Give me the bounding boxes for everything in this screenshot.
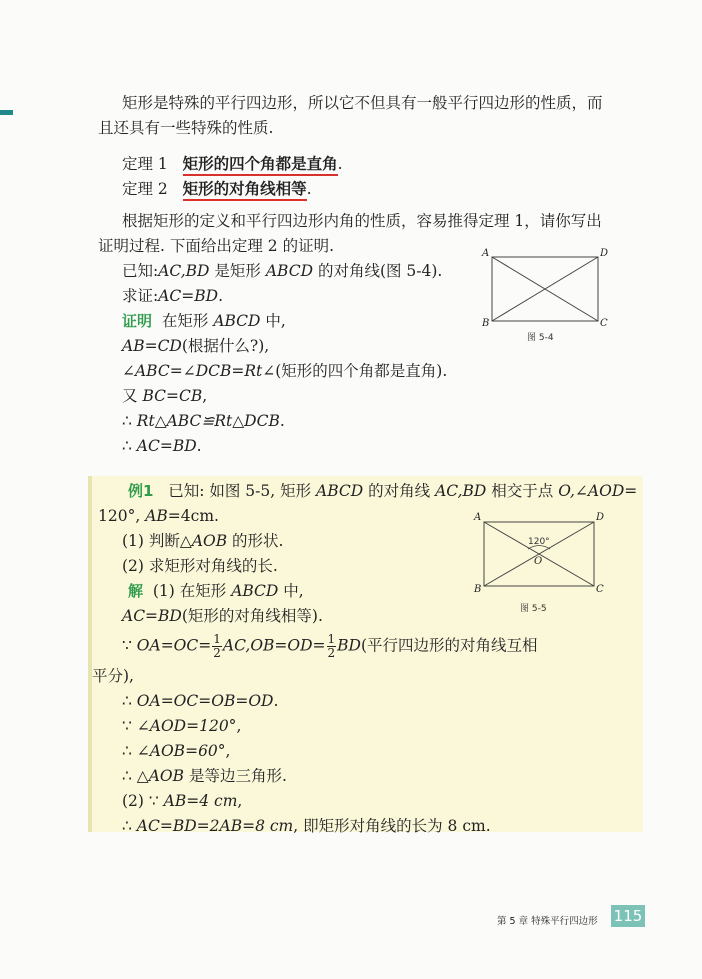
solution-s9a: (2) ∵	[122, 792, 164, 810]
example-q1c: 的形状.	[227, 532, 284, 550]
example-l2c: =4cm.	[167, 507, 219, 525]
proof-line-6	[122, 435, 202, 457]
solution-line-6	[122, 715, 241, 737]
fig55-label-b: B	[474, 584, 482, 595]
prove-expr: AC=BD	[158, 287, 219, 305]
solution-line-4: 平分),	[92, 667, 134, 685]
example-label: 例1	[128, 482, 154, 500]
fig54-label-a: A	[482, 248, 490, 259]
theorem-1-label: 定理 1	[122, 155, 168, 173]
example-q1a: (1) 判断△	[122, 532, 192, 550]
page-number: 115	[611, 905, 645, 927]
theorem-2-dot: .	[306, 180, 312, 198]
theorem-1-dot: .	[337, 155, 343, 173]
fig54-caption: 图 5-4	[527, 333, 554, 343]
fraction-2-numerator: 1	[327, 632, 336, 646]
solution-line-2	[122, 605, 323, 627]
solution-s3b: OA=OC=	[136, 636, 212, 655]
given-mid: 是矩形	[209, 262, 266, 280]
proof-l1a: 在矩形	[161, 312, 214, 330]
solution-line-9	[122, 790, 242, 812]
fig55-label-a: A	[474, 512, 482, 523]
proof-line-2	[122, 335, 269, 357]
solution-s6b: ∠AOD=120°	[136, 717, 237, 735]
proof-l3b: (矩形的四个角都是直角).	[275, 362, 448, 380]
proof-l6c: .	[196, 437, 202, 455]
solution-line-1	[128, 580, 304, 602]
solution-s10a: ∴	[122, 817, 137, 835]
solution-s2a: AC=BD	[122, 607, 182, 625]
theorem-2	[122, 178, 312, 200]
theorem-2-text: 矩形的对角线相等	[183, 180, 307, 201]
solution-s3c: AC,OB=OD=	[222, 636, 326, 655]
solution-s9b: AB=4 cm	[163, 792, 238, 810]
proof-l5a: ∴	[122, 412, 137, 430]
solution-s8c: 是等边三角形.	[184, 767, 287, 785]
fig54-label-d: D	[600, 248, 609, 259]
fig55-label-d: D	[596, 512, 605, 523]
solution-s6c: ,	[236, 717, 242, 735]
fraction-1-denominator: 2	[213, 646, 221, 660]
solution-s7b: ∠AOB=60°	[136, 742, 226, 760]
solution-s3a: ∵	[122, 636, 137, 655]
proof-l3a: ∠ABC=∠DCB=Rt∠	[122, 362, 276, 380]
proof-l5b: Rt△ABC≌Rt△DCB	[136, 412, 280, 430]
solution-s2b: (矩形的对角线相等).	[181, 607, 323, 625]
example-l1b: ABCD	[316, 482, 364, 500]
given-prefix: 已知:	[122, 262, 159, 280]
prove-line	[122, 285, 223, 307]
proof-l1c: 中,	[260, 312, 286, 330]
solution-line-7	[122, 740, 230, 762]
fig54-label-c: C	[600, 318, 608, 329]
solution-s1b: ABCD	[231, 582, 279, 600]
solution-line-10	[122, 815, 491, 837]
theorem-1-text: 矩形的四个角都是直角	[183, 155, 338, 176]
example-q1b: AOB	[191, 532, 228, 550]
proof-line-3	[122, 360, 447, 382]
example-l2b: AB	[145, 507, 168, 525]
example-l1g: ,∠AOD=	[570, 482, 638, 500]
proof-l4c: ,	[202, 387, 208, 405]
solution-line-8	[122, 765, 287, 787]
given-line	[122, 260, 442, 282]
solution-line-5	[122, 690, 278, 712]
proof-l4b: BC=CB	[142, 387, 203, 405]
solution-s7a: ∴	[122, 742, 137, 760]
example-l2a: 120°,	[98, 507, 146, 525]
example-box-bar	[88, 476, 92, 832]
solution-s3d: BD	[337, 636, 361, 655]
solution-s3e: (平行四边形的对角线互相	[361, 636, 538, 655]
solution-s10c: , 即矩形对角线的长为 8 cm.	[293, 817, 491, 835]
solution-s10b: AC=BD=2AB=8 cm	[136, 817, 294, 835]
proof-line-1	[122, 310, 286, 332]
solution-s5b: OA=OC=OB=OD	[136, 692, 274, 710]
proof-label: 证明	[122, 312, 153, 330]
fraction-2-denominator: 2	[327, 646, 336, 660]
example-l1c: 的对角线	[363, 482, 436, 500]
given-suffix: 的对角线(图 5-4).	[313, 262, 443, 280]
given-abcd: ABCD	[265, 262, 314, 280]
given-ac-bd: AC,BD	[158, 262, 210, 280]
solution-s8a: ∴ △	[122, 767, 149, 785]
fraction-half-2	[327, 633, 337, 660]
fraction-half-1	[212, 633, 222, 660]
proof-l4a: 又	[122, 387, 143, 405]
solution-s6a: ∵	[122, 717, 137, 735]
prove-prefix: 求证:	[122, 287, 159, 305]
para-line-1: 根据矩形的定义和平行四边形内角的性质，容易推得定理 1，请你写出	[122, 212, 602, 230]
prove-dot: .	[218, 287, 224, 305]
example-line-2	[98, 505, 219, 527]
fraction-1-numerator: 1	[213, 632, 221, 646]
solution-s1a: (1) 在矩形	[152, 582, 232, 600]
proof-l5c: .	[279, 412, 285, 430]
fig55-caption: 图 5-5	[520, 604, 547, 614]
footer-chapter-title: 第 5 章 特殊平行四边形	[497, 916, 598, 927]
proof-line-5	[122, 410, 285, 432]
solution-s5c: .	[273, 692, 279, 710]
example-question-2: (2) 求矩形对角线的长.	[122, 557, 278, 575]
solution-s7c: ,	[225, 742, 231, 760]
proof-l6b: AC=BD	[136, 437, 197, 455]
example-l1a: 已知: 如图 5-5, 矩形	[168, 482, 317, 500]
intro-line-1: 矩形是特殊的平行四边形，所以它不但具有一般平行四边形的性质，而	[122, 94, 603, 112]
solution-label: 解	[128, 582, 144, 600]
fig55-label-c: C	[596, 584, 604, 595]
solution-s8b: AOB	[148, 767, 185, 785]
fig55-label-o: O	[534, 556, 543, 567]
theorem-1	[122, 153, 343, 175]
solution-s9c: ,	[237, 792, 243, 810]
proof-l6a: ∴	[122, 437, 137, 455]
proof-l1b: ABCD	[213, 312, 261, 330]
example-l1d: AC,BD	[435, 482, 487, 500]
example-line-1	[128, 480, 637, 502]
proof-l2b: (根据什么?),	[181, 337, 270, 355]
para-line-2: 证明过程. 下面给出定理 2 的证明.	[98, 237, 334, 255]
fig55-angle-label: 120°	[528, 537, 550, 547]
intro-line-2: 且还具有一些特殊的性质.	[98, 119, 274, 137]
example-question-1	[122, 530, 283, 552]
fig54-label-b: B	[482, 318, 490, 329]
theorem-2-label: 定理 2	[122, 180, 168, 198]
solution-line-3	[122, 633, 538, 660]
proof-line-4	[122, 385, 207, 407]
example-l1e: 相交于点	[486, 482, 559, 500]
solution-s5a: ∴	[122, 692, 137, 710]
margin-tab-marker	[0, 110, 13, 115]
proof-l2a: AB=CD	[122, 337, 182, 355]
example-l1f: O	[558, 482, 570, 500]
solution-s1c: 中,	[278, 582, 304, 600]
